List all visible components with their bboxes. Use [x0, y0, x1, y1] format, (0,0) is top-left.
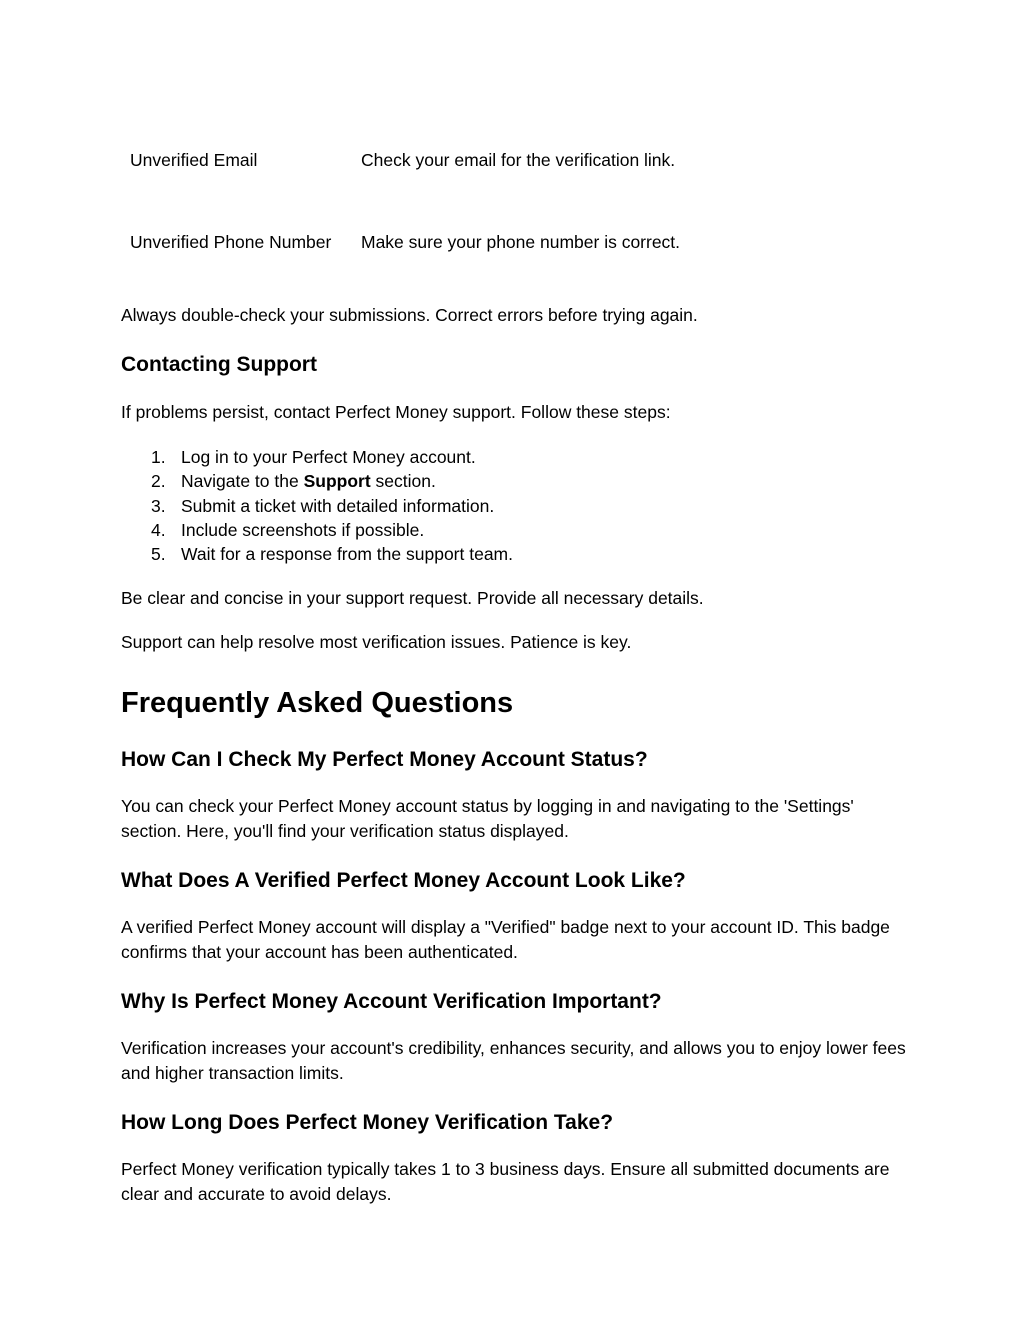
list-item-text-suffix: section. — [370, 471, 436, 492]
list-item: 5. Wait for a response from the support team. — [151, 544, 513, 565]
list-item-text: Include screenshots if possible. — [181, 519, 425, 540]
list-item: 3. Submit a ticket with detailed information. — [151, 495, 495, 516]
list-item: 2. Navigate to the Support section. — [151, 471, 436, 492]
support-section-name: Support — [303, 471, 371, 492]
table-cell-issue: Unverified Email — [130, 150, 258, 170]
list-item-text: Submit a ticket with detailed information. — [181, 495, 495, 516]
list-item: 4. Include screenshots if possible. — [151, 519, 425, 540]
list-item-text: Log in to your Perfect Money account. — [181, 447, 476, 467]
support-note-1: Be clear and concise in your support request. Provide all necessary details. — [121, 588, 704, 608]
support-steps-list — [121, 445, 901, 566]
support-note-2: Support can help resolve most verification issues. Patience is key. — [121, 632, 632, 652]
faq-answer: You can check your Perfect Money account status by logging in and navigating to the 'Settings' section. Here, you'll find your verification status displayed. — [121, 796, 854, 841]
support-heading: Contacting Support — [121, 353, 317, 376]
faq-question: What Does A Verified Perfect Money Account Look Like? — [121, 869, 686, 892]
intro-note: Always double-check your submissions. Correct errors before trying again. — [121, 305, 698, 325]
list-item-text: Navigate to the — [181, 471, 304, 492]
table-cell-solution: Check your email for the verification link. — [361, 150, 676, 170]
faq-answer: A verified Perfect Money account will display a "Verified" badge next to your account ID. This badge confirms that your account has been authenticated. — [121, 917, 890, 962]
faq-answer: Verification increases your account's credibility, enhances security, and allows you to enjoy lower fees and higher transaction limits. — [121, 1038, 906, 1083]
table-cell-issue: Unverified Phone Number — [130, 232, 332, 252]
table-cell-solution: Make sure your phone number is correct. — [361, 232, 681, 252]
faq-question: How Long Does Perfect Money Verification Take? — [121, 1111, 614, 1134]
faq-question: How Can I Check My Perfect Money Account Status? — [121, 748, 648, 771]
support-intro: If problems persist, contact Perfect Money support. Follow these steps: — [121, 402, 671, 422]
list-item-text: Wait for a response from the support team. — [181, 544, 513, 565]
list-item: 1. Log in to your Perfect Money account. — [151, 447, 476, 467]
faq-answer: Perfect Money verification typically takes 1 to 3 business days. Ensure all submitted documents are clear and accurate to avoid delays. — [121, 1159, 890, 1204]
faq-question: Why Is Perfect Money Account Verification Important? — [121, 990, 662, 1013]
faq-heading: Frequently Asked Questions — [121, 687, 514, 719]
